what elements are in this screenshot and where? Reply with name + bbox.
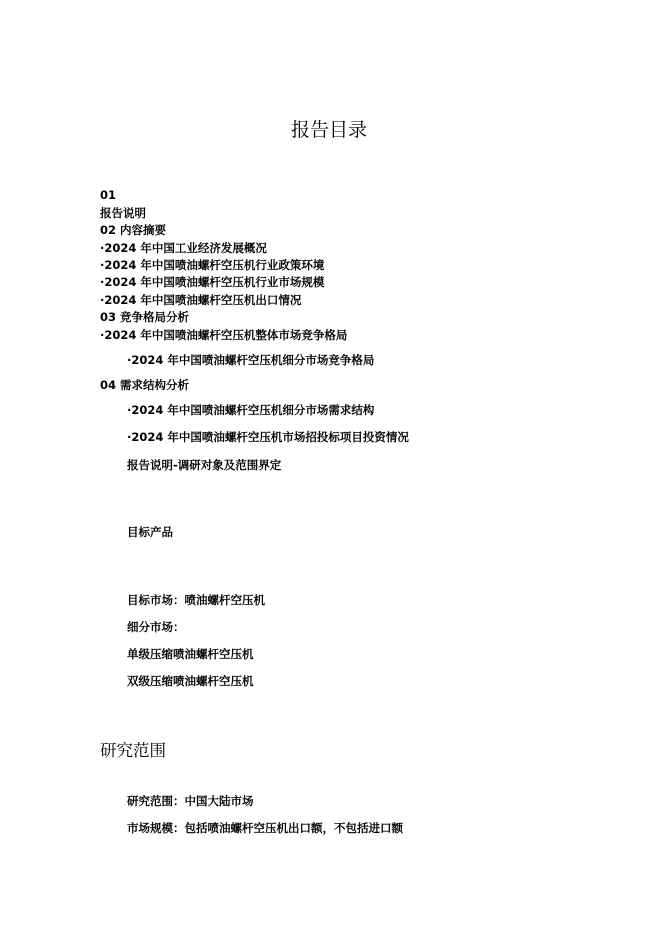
toc-number-01: 01: [100, 188, 117, 202]
target-market: 目标市场：喷油螺杆空压机: [127, 593, 265, 607]
toc-item-tender-investment: ·2024 年中国喷油螺杆空压机市场招投标项目投资情况: [127, 430, 409, 444]
toc-item-export: ·2024 年中国喷油螺杆空压机出口情况: [100, 293, 302, 307]
toc-item-policy-environment: ·2024 年中国喷油螺杆空压机行业政策环境: [100, 258, 325, 272]
segment-two-stage: 双级压缩喷油螺杆空压机: [127, 674, 254, 688]
toc-section-03: 03 竞争格局分析: [100, 310, 190, 324]
segment-market-label: 细分市场：: [127, 620, 185, 634]
research-scope-range: 研究范围：中国大陆市场: [127, 794, 254, 808]
research-scope-market-size: 市场规模：包括喷油螺杆空压机出口额，不包括进口额: [127, 821, 403, 835]
segment-single-stage: 单级压缩喷油螺杆空压机: [127, 647, 254, 661]
page-title: 报告目录: [291, 119, 368, 141]
toc-item-segment-competition: ·2024 年中国喷油螺杆空压机细分市场竞争格局: [127, 353, 375, 367]
target-product: 目标产品: [127, 525, 173, 539]
toc-section-04: 04 需求结构分析: [100, 378, 190, 392]
toc-item-scope-definition: 报告说明-调研对象及范围界定: [127, 458, 282, 472]
toc-item-demand-structure: ·2024 年中国喷油螺杆空压机细分市场需求结构: [127, 403, 375, 417]
toc-report-description: 报告说明: [100, 206, 146, 220]
toc-section-02: 02 内容摘要: [100, 223, 167, 237]
toc-item-market-size: ·2024 年中国喷油螺杆空压机行业市场规模: [100, 275, 325, 289]
research-scope-heading: 研究范围: [100, 741, 166, 760]
toc-item-overall-competition: ·2024 年中国喷油螺杆空压机整体市场竞争格局: [100, 328, 348, 342]
toc-item-industry-overview: ·2024 年中国工业经济发展概况: [100, 241, 267, 255]
